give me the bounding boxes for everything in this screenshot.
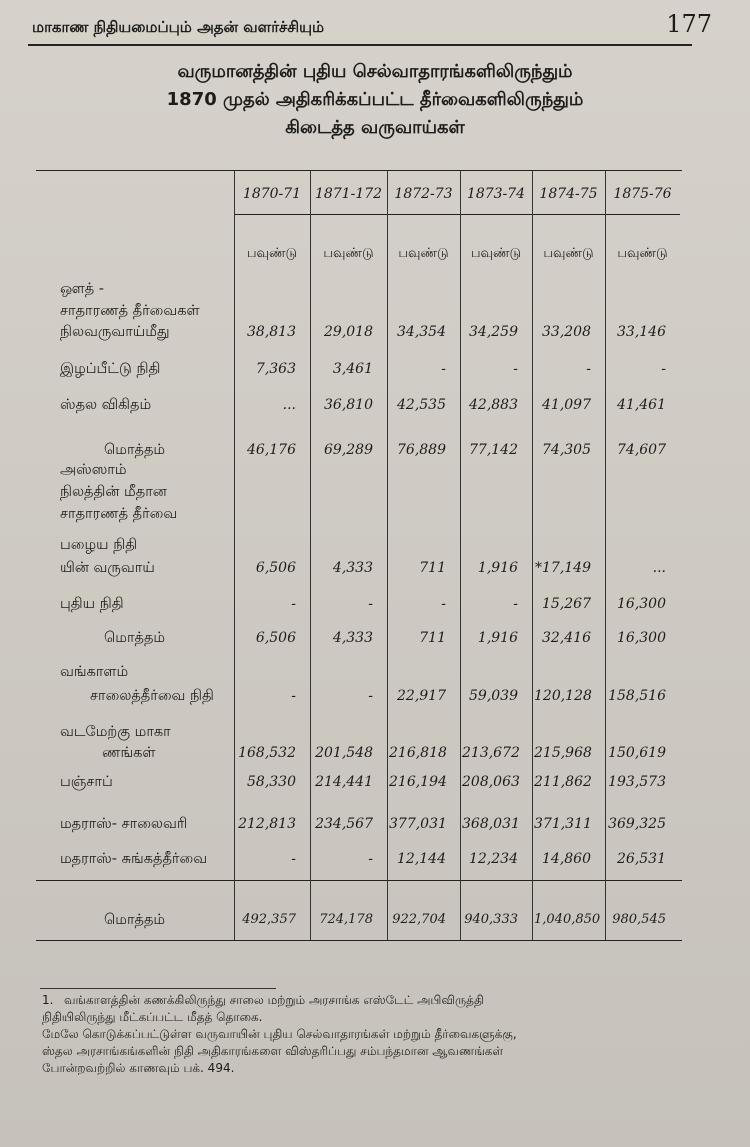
header-rule: [28, 44, 692, 46]
footnote-rule: [40, 988, 276, 989]
column-header: 1872-73: [394, 186, 453, 202]
table-cell: 41,097: [542, 397, 591, 413]
table-cell: 120,128: [534, 688, 592, 704]
table-cell: 14,860: [542, 851, 591, 867]
table-cell: 12,234: [469, 851, 518, 867]
column-header: 1870-71: [242, 186, 302, 202]
table-cell: -: [291, 851, 296, 867]
footnote-line: நிதியிலிருந்து மீட்கப்பட்ட மீதத் தொகை.: [42, 1010, 263, 1024]
column-header: 1871-172: [314, 186, 383, 202]
table-cell: 15,267: [542, 596, 591, 612]
table-cell: 41,461: [617, 397, 666, 413]
table-title: [60, 58, 690, 142]
table-cell: -: [513, 361, 518, 377]
row-label-assam-old: யின் வருவாய்: [60, 560, 155, 576]
table-cell: 32,416: [542, 630, 591, 646]
column-divider: [532, 170, 533, 940]
table-cell: -: [368, 851, 373, 867]
table-cell: 77,142: [469, 442, 518, 458]
page-number: 177: [666, 10, 712, 38]
column-header: 1875-76: [613, 186, 672, 202]
running-head: [32, 10, 712, 46]
row-label-bengal-road: சாலைத்தீர்வை நிதி: [90, 688, 214, 704]
column-header: 1874-75: [539, 186, 598, 202]
column-divider: [387, 170, 388, 940]
table-cell: 76,889: [397, 442, 446, 458]
table-cell: *17,149: [535, 560, 591, 576]
table-cell: 1,916: [477, 560, 518, 576]
table-cell: 201,548: [315, 745, 373, 761]
footnote-line: வங்காளத்தின் கணக்கிலிருந்து சாலை மற்றும் அரசாங்க எஸ்டேட் அபிவிருத்தி: [64, 993, 484, 1007]
table-cell: -: [368, 596, 373, 612]
unit-label: பவுண்டு: [246, 246, 298, 261]
row-label-grand-total: மொத்தம்: [104, 912, 166, 928]
table-cell: 42,883: [469, 397, 518, 413]
table-cell: -: [368, 688, 373, 704]
footnote-line: ஸ்தல அரசாங்கங்களின் நிதி அதிகாரங்களை விஸ்தரிப்பது சம்பந்தமான ஆவணங்கள்: [42, 1044, 504, 1058]
table-cell: 6,506: [255, 630, 296, 646]
table-cell: 36,810: [324, 397, 373, 413]
table-cell: 215,968: [534, 745, 592, 761]
table-cell: -: [513, 596, 518, 612]
table-cell: 12,144: [397, 851, 446, 867]
table-cell: 42,535: [397, 397, 446, 413]
row-label-compensation: இழப்பீட்டு நிதி: [60, 361, 161, 377]
table-cell: 492,357: [242, 912, 296, 927]
table-cell: 168,532: [238, 745, 296, 761]
table-cell: 4,333: [332, 560, 373, 576]
table-cell: 216,194: [389, 774, 447, 790]
table-cell: -: [291, 596, 296, 612]
unit-label: பவுண்டு: [617, 246, 668, 261]
table-cell: 922,704: [392, 912, 446, 927]
table-cell: 371,311: [534, 816, 592, 832]
table-cell: ...: [652, 560, 666, 576]
table-cell: 211,862: [534, 774, 592, 790]
row-label-nwp: ணங்கள்: [102, 745, 156, 761]
table-cell: 724,178: [319, 912, 373, 927]
table-rule: [36, 940, 682, 941]
table-cell: -: [586, 361, 591, 377]
table-cell: 74,305: [542, 442, 591, 458]
table-cell: ...: [282, 397, 296, 413]
row-label-local-rate: ஸ்தல விகிதம்: [60, 397, 152, 413]
table-title-line: வருமானத்தின் புதிய செல்வாதாரங்களிலிருந்தும்: [177, 61, 573, 82]
table-title-line: 1870 முதல் அதிகரிக்கப்பட்ட தீர்வைகளிலிருந்தும்: [166, 89, 584, 110]
table-cell: 59,039: [469, 688, 518, 704]
column-divider: [310, 170, 311, 940]
table-cell: 16,300: [617, 630, 666, 646]
row-label: வங்காளம்: [60, 664, 129, 680]
row-label-oudh-land: நிலவருவாய்மீது: [60, 324, 170, 340]
table-cell: 4,333: [332, 630, 373, 646]
unit-label: பவுண்டு: [543, 246, 594, 261]
row-label-madras-road: மதராஸ்- சாலைவரி: [60, 816, 188, 832]
row-label: பழைய நிதி: [60, 537, 138, 553]
table-cell: 711: [419, 630, 446, 646]
table-cell: 711: [419, 560, 446, 576]
table-cell: 369,325: [608, 816, 666, 832]
row-label: அஸ்ஸாம்: [60, 462, 127, 478]
table-cell: 7,363: [255, 361, 296, 377]
table-cell: -: [291, 688, 296, 704]
table-cell: 216,818: [389, 745, 447, 761]
row-label: நிலத்தின் மீதான: [60, 484, 167, 500]
table-cell: 16,300: [617, 596, 666, 612]
unit-label: பவுண்டு: [470, 246, 522, 261]
table-cell: -: [441, 596, 446, 612]
table-cell: 29,018: [324, 324, 373, 340]
table-cell: 213,672: [462, 745, 520, 761]
table-cell: 158,516: [608, 688, 666, 704]
table-cell: 980,545: [612, 912, 666, 927]
row-label-assam-new: புதிய நிதி: [60, 596, 124, 612]
table-cell: 58,330: [247, 774, 296, 790]
table-cell: 150,619: [608, 745, 666, 761]
table-rule: [36, 170, 682, 171]
unit-label: பவுண்டு: [398, 246, 449, 261]
table-cell: 1,916: [477, 630, 518, 646]
header-underline: [234, 214, 680, 215]
table-cell: 34,259: [469, 324, 518, 340]
row-label: வடமேற்கு மாகா: [60, 724, 171, 740]
table-cell: 940,333: [464, 912, 518, 927]
row-label-assam-total: மொத்தம்: [104, 630, 166, 646]
table-cell: 34,354: [397, 324, 446, 340]
table-cell: 1,040,850: [534, 912, 601, 927]
unit-label: பவுண்டு: [323, 246, 374, 261]
table-cell: 377,031: [389, 816, 447, 832]
table-cell: 33,146: [617, 324, 666, 340]
table-cell: 368,031: [462, 816, 520, 832]
footnote-line: மேலே கொடுக்கப்பட்டுள்ள வருவாயின் புதிய செல்வாதாரங்கள் மற்றும் தீர்வைகளுக்கு,: [42, 1027, 517, 1041]
table-cell: 212,813: [238, 816, 296, 832]
table-rule: [36, 880, 682, 881]
running-title: மாகாண நிதியமைப்பும் அதன் வளர்ச்சியும்: [32, 18, 325, 36]
row-label: ஔத் -: [60, 281, 105, 297]
footnote-marker: 1.: [42, 993, 54, 1007]
table-cell: 193,573: [608, 774, 666, 790]
table-cell: 26,531: [617, 851, 666, 867]
table-cell: 234,567: [315, 816, 373, 832]
column-divider: [605, 170, 606, 940]
row-label: சாதாரணத் தீர்வைகள்: [60, 303, 200, 319]
table-cell: 214,441: [315, 774, 373, 790]
footnote-line: போன்றவற்றில் காணவும் பக். 494.: [42, 1061, 235, 1075]
table-cell: 33,208: [542, 324, 591, 340]
row-label: சாதாரணத் தீர்வை: [60, 506, 178, 522]
table-title-line: கிடைத்த வருவாய்கள்: [285, 117, 465, 138]
column-header: 1873-74: [466, 186, 526, 202]
table-cell: -: [441, 361, 446, 377]
row-label-madras-customs: மதராஸ்- சுங்கத்தீர்வை: [60, 851, 208, 867]
table-cell: -: [661, 361, 666, 377]
column-divider: [234, 170, 235, 940]
table-cell: 208,063: [462, 774, 520, 790]
table-cell: 6,506: [255, 560, 296, 576]
table-cell: 38,813: [247, 324, 296, 340]
table-cell: 69,289: [324, 442, 373, 458]
row-label-punjab: பஞ்சாப்: [60, 774, 113, 790]
table-cell: 22,917: [397, 688, 446, 704]
table-cell: 46,176: [247, 442, 296, 458]
row-label-oudh-total: மொத்தம்: [104, 442, 166, 458]
table-cell: 3,461: [332, 361, 373, 377]
footnote: [42, 992, 702, 1077]
column-divider: [460, 170, 461, 940]
table-cell: 74,607: [617, 442, 666, 458]
